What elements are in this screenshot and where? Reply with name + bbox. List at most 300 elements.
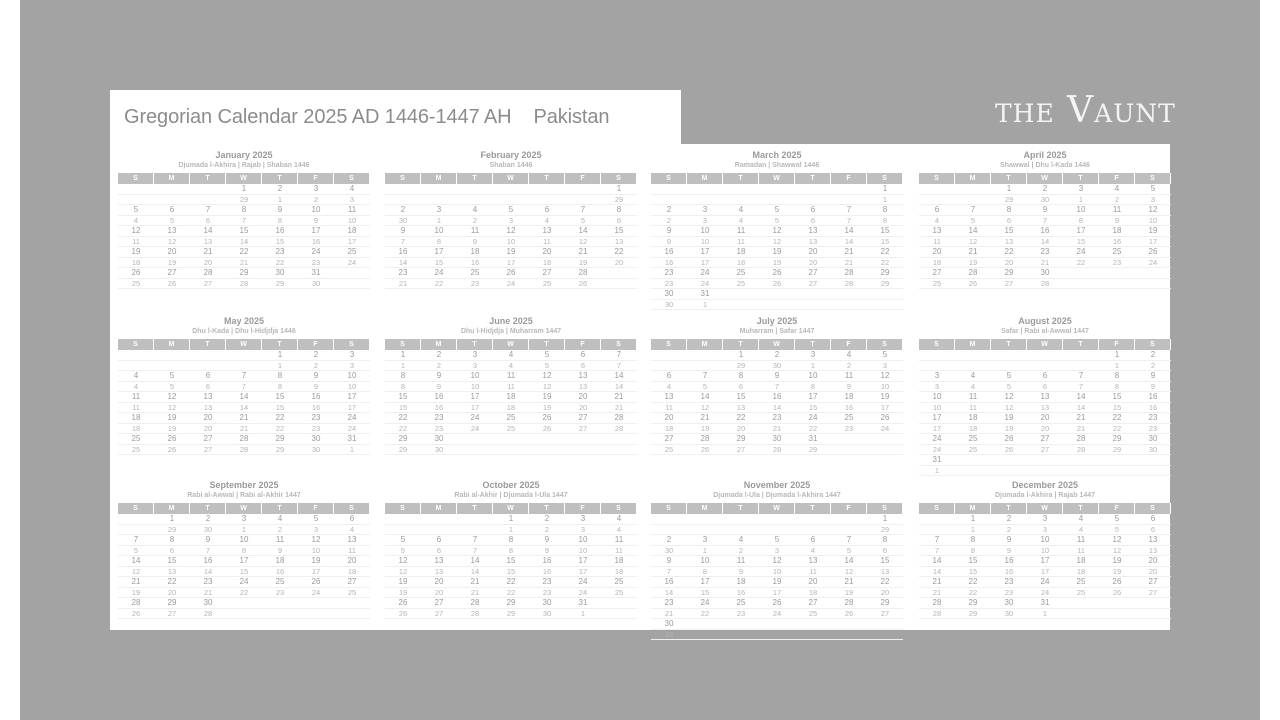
weekday-header: T: [723, 173, 759, 184]
hijri-day: 24: [565, 588, 601, 599]
gregorian-day: 12: [493, 226, 529, 237]
weekday-header: S: [601, 339, 637, 350]
gregorian-day: [565, 434, 601, 445]
hijri-day: 6: [991, 216, 1027, 227]
hijri-day: [529, 195, 565, 206]
gregorian-day: 26: [529, 413, 565, 424]
gregorian-day: 11: [1063, 535, 1099, 546]
gregorian-day: 3: [226, 514, 262, 525]
hijri-day: 27: [795, 279, 831, 290]
page-title: [110, 106, 609, 129]
gregorian-day: 25: [723, 268, 759, 279]
hijri-day: 18: [651, 424, 687, 435]
hijri-day: 17: [298, 567, 334, 578]
gregorian-day: 17: [334, 392, 370, 403]
gregorian-day: [955, 455, 991, 466]
gregorian-day: 17: [565, 556, 601, 567]
gregorian-day: [1063, 598, 1099, 609]
weekday-header: W: [226, 503, 262, 514]
weekday-header: T: [457, 173, 493, 184]
gregorian-day: 5: [759, 205, 795, 216]
hijri-day: 22: [226, 588, 262, 599]
gregorian-day: 1: [493, 514, 529, 525]
hijri-day: 13: [723, 403, 759, 414]
gregorian-day: 5: [867, 350, 903, 361]
hijri-day: 12: [955, 237, 991, 248]
hijri-day: 15: [1099, 403, 1135, 414]
hijri-day: 21: [601, 403, 637, 414]
hijri-day: 6: [190, 216, 226, 227]
gregorian-day: 18: [601, 556, 637, 567]
hijri-day: 20: [190, 258, 226, 269]
weekday-header: M: [687, 503, 723, 514]
hijri-day: 24: [298, 588, 334, 599]
gregorian-day: 23: [1135, 413, 1171, 424]
hijri-day: 12: [759, 237, 795, 248]
gregorian-day: 28: [919, 598, 955, 609]
weekday-header: F: [831, 503, 867, 514]
gregorian-day: 20: [795, 247, 831, 258]
gregorian-day: 31: [795, 434, 831, 445]
gregorian-day: 21: [831, 577, 867, 588]
hijri-day: 13: [1135, 546, 1171, 557]
hijri-day: [651, 195, 687, 206]
hijri-day: 13: [421, 567, 457, 578]
gregorian-day: 13: [919, 226, 955, 237]
hijri-day: [723, 630, 759, 641]
hijri-day: 22: [687, 609, 723, 620]
hijri-day: 21: [1027, 258, 1063, 269]
month-block: [118, 480, 370, 619]
gregorian-day: 18: [1099, 226, 1135, 237]
hijri-day: 16: [421, 403, 457, 414]
hijri-day: 5: [759, 216, 795, 227]
weekday-header: T: [457, 503, 493, 514]
hijri-day: [262, 609, 298, 620]
hijri-day: [867, 300, 903, 311]
hijri-day: [919, 361, 955, 372]
hijri-day: 20: [867, 588, 903, 599]
weekday-header: F: [1099, 503, 1135, 514]
gregorian-day: 17: [226, 556, 262, 567]
gregorian-day: 16: [529, 556, 565, 567]
gregorian-day: 6: [1135, 514, 1171, 525]
hijri-day: 13: [991, 237, 1027, 248]
gregorian-day: [919, 184, 955, 195]
hijri-day: 16: [298, 237, 334, 248]
gregorian-day: 8: [154, 535, 190, 546]
gregorian-day: 20: [795, 577, 831, 588]
gregorian-day: 22: [867, 577, 903, 588]
gregorian-day: 14: [955, 226, 991, 237]
hijri-day: 21: [1063, 424, 1099, 435]
weekday-header: F: [565, 339, 601, 350]
gregorian-day: 25: [1099, 247, 1135, 258]
hijri-day: 15: [226, 567, 262, 578]
hijri-day: [759, 630, 795, 641]
gregorian-day: 13: [651, 392, 687, 403]
gregorian-day: 26: [1135, 247, 1171, 258]
gregorian-day: 3: [421, 205, 457, 216]
hijri-day: 9: [298, 382, 334, 393]
hijri-day: 24: [759, 609, 795, 620]
hijri-day: 25: [919, 279, 955, 290]
hijri-day: 16: [1135, 403, 1171, 414]
hijri-day: 15: [262, 403, 298, 414]
hijri-day: 16: [651, 258, 687, 269]
weekday-header: T: [1063, 339, 1099, 350]
month-title: December 2025: [1011, 480, 1079, 490]
gregorian-day: 9: [529, 535, 565, 546]
weekday-header: M: [421, 503, 457, 514]
gregorian-day: [1099, 268, 1135, 279]
gregorian-day: 12: [759, 556, 795, 567]
gregorian-day: [991, 455, 1027, 466]
hijri-day: 23: [262, 588, 298, 599]
month-block: [118, 150, 370, 289]
hijri-day: 4: [118, 382, 154, 393]
gregorian-day: 4: [955, 371, 991, 382]
hijri-months: Shawwal | Dhu l-Kada 1446: [1000, 162, 1090, 169]
hijri-day: 11: [723, 237, 759, 248]
gregorian-day: 15: [1099, 392, 1135, 403]
weekday-header: F: [1099, 173, 1135, 184]
hijri-day: 1: [421, 216, 457, 227]
hijri-months: Djumada l-Akhira | Rajab | Shaban 1446: [178, 162, 310, 169]
gregorian-day: 4: [601, 514, 637, 525]
gregorian-day: [867, 289, 903, 300]
hijri-day: 7: [651, 567, 687, 578]
gregorian-day: 10: [226, 535, 262, 546]
hijri-day: 16: [723, 588, 759, 599]
hijri-day: 16: [831, 403, 867, 414]
hijri-day: 26: [1099, 588, 1135, 599]
gregorian-day: [529, 184, 565, 195]
hijri-day: [154, 195, 190, 206]
hijri-day: [955, 361, 991, 372]
hijri-day: 1: [1027, 609, 1063, 620]
weekday-header: S: [601, 173, 637, 184]
gregorian-day: 8: [1099, 371, 1135, 382]
gregorian-day: 9: [421, 371, 457, 382]
hijri-day: 16: [262, 567, 298, 578]
hijri-day: 5: [154, 382, 190, 393]
gregorian-day: 19: [867, 392, 903, 403]
hijri-day: 2: [1099, 195, 1135, 206]
gregorian-day: [687, 619, 723, 630]
month-title: October 2025: [482, 480, 540, 490]
gregorian-day: [687, 184, 723, 195]
gregorian-day: 13: [1027, 392, 1063, 403]
gregorian-day: 26: [118, 268, 154, 279]
gregorian-day: 27: [565, 413, 601, 424]
hijri-months: Ramadan | Shawwal 1446: [734, 162, 820, 169]
gregorian-day: 16: [651, 247, 687, 258]
gregorian-day: 21: [831, 247, 867, 258]
hijri-day: 28: [226, 445, 262, 456]
gregorian-day: 12: [867, 371, 903, 382]
hijri-day: 15: [867, 237, 903, 248]
gregorian-day: [565, 184, 601, 195]
gregorian-day: 10: [565, 535, 601, 546]
gregorian-day: 25: [1063, 577, 1099, 588]
gregorian-day: 23: [421, 413, 457, 424]
gregorian-day: [118, 514, 154, 525]
hijri-day: [867, 630, 903, 641]
hijri-day: 4: [955, 382, 991, 393]
hijri-day: 29: [795, 445, 831, 456]
hijri-day: [334, 609, 370, 620]
gregorian-day: 13: [1135, 535, 1171, 546]
hijri-day: 20: [601, 258, 637, 269]
weekday-header: M: [955, 503, 991, 514]
hijri-day: 29: [262, 445, 298, 456]
gregorian-day: 10: [795, 371, 831, 382]
hijri-day: 26: [529, 424, 565, 435]
hijri-day: 17: [1027, 567, 1063, 578]
weekday-header: F: [1099, 339, 1135, 350]
hijri-day: 22: [867, 258, 903, 269]
gregorian-day: 21: [687, 413, 723, 424]
gregorian-day: 21: [457, 577, 493, 588]
hijri-day: 17: [334, 237, 370, 248]
hijri-day: 9: [1099, 216, 1135, 227]
gregorian-day: 12: [385, 556, 421, 567]
gregorian-day: 7: [190, 205, 226, 216]
hijri-months: Djumada l-Akhira | Rajab 1447: [995, 492, 1095, 499]
hijri-day: 29: [991, 195, 1027, 206]
month-title: July 2025: [756, 316, 798, 326]
hijri-day: 21: [831, 258, 867, 269]
day-grid: [118, 173, 370, 289]
hijri-day: [565, 195, 601, 206]
gregorian-day: [154, 350, 190, 361]
gregorian-day: 20: [334, 556, 370, 567]
gregorian-day: 10: [1063, 205, 1099, 216]
hijri-day: 16: [457, 258, 493, 269]
gregorian-day: 9: [1027, 205, 1063, 216]
hijri-day: 2: [457, 216, 493, 227]
gregorian-day: 1: [226, 184, 262, 195]
gregorian-day: 25: [118, 434, 154, 445]
gregorian-day: 6: [565, 350, 601, 361]
hijri-day: 22: [385, 424, 421, 435]
hijri-day: 29: [1099, 445, 1135, 456]
hijri-day: 9: [457, 237, 493, 248]
gregorian-day: 4: [1099, 184, 1135, 195]
hijri-day: 12: [154, 403, 190, 414]
hijri-months: Dhu l-Kada | Dhu l-Hidjdja 1446: [192, 328, 296, 335]
weekday-header: F: [831, 173, 867, 184]
gregorian-day: 2: [385, 205, 421, 216]
gregorian-day: 11: [457, 226, 493, 237]
weekday-header: T: [991, 339, 1027, 350]
hijri-day: 2: [421, 361, 457, 372]
hijri-day: [1135, 609, 1171, 620]
gregorian-day: [190, 350, 226, 361]
gregorian-day: 4: [493, 350, 529, 361]
month-block: [651, 480, 903, 640]
weekday-header: S: [651, 339, 687, 350]
hijri-day: [651, 525, 687, 536]
weekday-header: S: [919, 173, 955, 184]
months-grid: [110, 150, 1170, 639]
hijri-day: 10: [565, 546, 601, 557]
hijri-day: 26: [385, 609, 421, 620]
gregorian-day: 18: [334, 226, 370, 237]
hijri-day: 4: [723, 216, 759, 227]
gregorian-day: [1135, 455, 1171, 466]
gregorian-day: 27: [795, 268, 831, 279]
gregorian-day: 17: [421, 247, 457, 258]
hijri-day: [565, 445, 601, 456]
hijri-day: [118, 361, 154, 372]
hijri-day: 17: [334, 403, 370, 414]
hijri-day: 8: [421, 237, 457, 248]
hijri-day: 18: [795, 588, 831, 599]
weekday-header: S: [118, 339, 154, 350]
month-block: [651, 150, 903, 310]
gregorian-day: 22: [955, 577, 991, 588]
hijri-day: 21: [190, 588, 226, 599]
gregorian-day: 3: [919, 371, 955, 382]
month-block: [385, 150, 637, 289]
hijri-day: [795, 525, 831, 536]
hijri-day: [687, 361, 723, 372]
weekday-header: T: [723, 503, 759, 514]
hijri-day: 21: [919, 588, 955, 599]
hijri-day: 15: [262, 237, 298, 248]
gregorian-day: 24: [565, 577, 601, 588]
hijri-day: 24: [457, 424, 493, 435]
hijri-day: 8: [262, 216, 298, 227]
gregorian-day: 12: [298, 535, 334, 546]
gregorian-day: [795, 514, 831, 525]
hijri-day: 25: [1063, 588, 1099, 599]
hijri-day: 3: [1135, 195, 1171, 206]
hijri-day: 27: [1027, 445, 1063, 456]
gregorian-day: 14: [601, 371, 637, 382]
hijri-day: 12: [565, 237, 601, 248]
hijri-day: [601, 445, 637, 456]
gregorian-day: 5: [1135, 184, 1171, 195]
gregorian-day: 13: [154, 226, 190, 237]
hijri-day: 3: [687, 216, 723, 227]
gregorian-day: [651, 184, 687, 195]
gregorian-day: 9: [651, 556, 687, 567]
gregorian-day: 22: [991, 247, 1027, 258]
hijri-day: 14: [651, 588, 687, 599]
day-grid: [385, 503, 637, 619]
hijri-day: 23: [457, 279, 493, 290]
gregorian-day: [651, 514, 687, 525]
gregorian-day: 11: [1099, 205, 1135, 216]
country-label: Pakistan: [533, 105, 610, 128]
weekday-header: T: [723, 339, 759, 350]
weekday-header: S: [919, 339, 955, 350]
hijri-day: 8: [493, 546, 529, 557]
gregorian-day: 27: [1135, 577, 1171, 588]
weekday-header: F: [565, 503, 601, 514]
hijri-day: 24: [867, 424, 903, 435]
hijri-day: 17: [565, 567, 601, 578]
weekday-header: T: [262, 503, 298, 514]
gregorian-day: 1: [867, 184, 903, 195]
title-bar: [110, 90, 681, 144]
gregorian-day: 14: [190, 226, 226, 237]
hijri-day: 16: [991, 567, 1027, 578]
weekday-header: S: [867, 339, 903, 350]
hijri-day: 1: [1099, 361, 1135, 372]
gregorian-day: 4: [118, 371, 154, 382]
hijri-day: 6: [795, 216, 831, 227]
gregorian-day: 28: [226, 434, 262, 445]
gregorian-day: [723, 619, 759, 630]
hijri-day: 9: [529, 546, 565, 557]
gregorian-day: 16: [1027, 226, 1063, 237]
month-block: [919, 150, 1171, 289]
gregorian-day: 27: [334, 577, 370, 588]
gregorian-day: 28: [457, 598, 493, 609]
hijri-day: [687, 195, 723, 206]
weekday-header: S: [867, 173, 903, 184]
hijri-day: 29: [867, 279, 903, 290]
hijri-day: [1063, 466, 1099, 477]
hijri-day: 8: [795, 382, 831, 393]
hijri-day: 10: [334, 382, 370, 393]
gregorian-day: 27: [529, 268, 565, 279]
hijri-day: 22: [795, 424, 831, 435]
hijri-day: 1: [493, 525, 529, 536]
weekday-header: T: [1063, 173, 1099, 184]
gregorian-day: 6: [919, 205, 955, 216]
hijri-day: [991, 466, 1027, 477]
hijri-day: 27: [421, 609, 457, 620]
hijri-day: 17: [919, 424, 955, 435]
gregorian-day: [1027, 455, 1063, 466]
hijri-day: 9: [1135, 382, 1171, 393]
gregorian-day: 28: [831, 598, 867, 609]
hijri-day: 4: [601, 525, 637, 536]
hijri-day: [955, 195, 991, 206]
gregorian-day: 2: [651, 205, 687, 216]
gregorian-day: 2: [190, 514, 226, 525]
hijri-day: 27: [723, 445, 759, 456]
hijri-day: 29: [601, 195, 637, 206]
hijri-day: 25: [955, 445, 991, 456]
gregorian-day: 10: [421, 226, 457, 237]
gregorian-day: 6: [529, 205, 565, 216]
gregorian-day: 5: [298, 514, 334, 525]
hijri-day: 12: [154, 237, 190, 248]
gregorian-day: 21: [226, 413, 262, 424]
month-block: [118, 316, 370, 455]
hijri-day: 2: [723, 546, 759, 557]
day-grid: [651, 339, 903, 455]
weekday-header: W: [226, 173, 262, 184]
weekday-header: S: [385, 173, 421, 184]
hijri-day: 1: [955, 525, 991, 536]
gregorian-day: 5: [385, 535, 421, 546]
gregorian-day: 9: [298, 371, 334, 382]
gregorian-day: 30: [190, 598, 226, 609]
hijri-day: 23: [991, 588, 1027, 599]
hijri-day: 2: [831, 361, 867, 372]
hijri-day: 10: [457, 382, 493, 393]
gregorian-day: 8: [385, 371, 421, 382]
weekday-header: W: [1027, 503, 1063, 514]
gregorian-day: 8: [226, 205, 262, 216]
